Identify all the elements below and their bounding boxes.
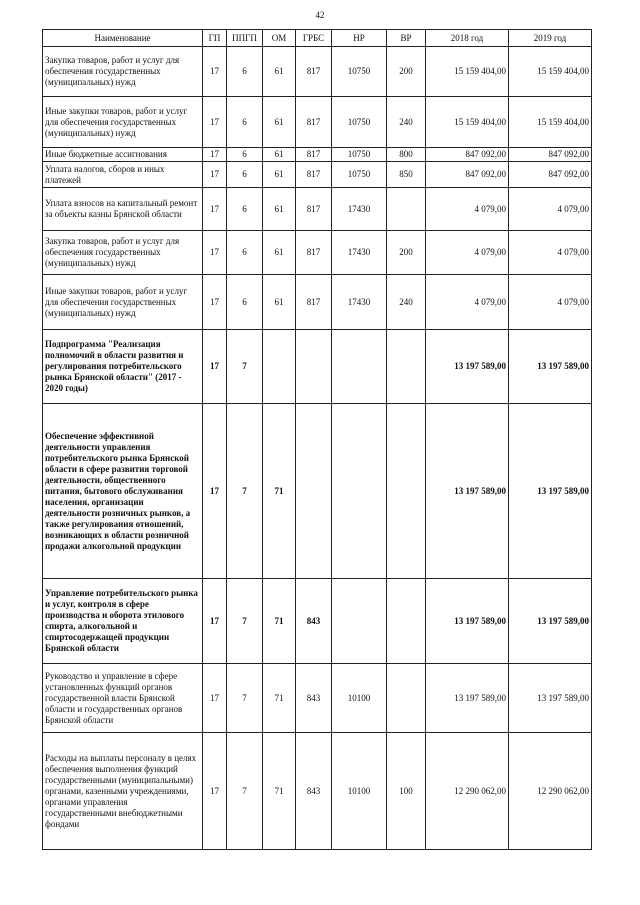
table-row [43, 231, 592, 275]
row-grbs: 817 [296, 162, 332, 188]
row-gp: 17 [203, 162, 227, 188]
row-2018: 13 197 589,00 [426, 664, 509, 733]
table-row [43, 97, 592, 148]
row-ppgp: 6 [227, 231, 263, 275]
header-grbs: ГРБС [296, 30, 332, 47]
row-name: Иные закупки товаров, работ и услуг для обеспечения государственных (муниципальных) нужд [43, 97, 203, 148]
row-grbs: 817 [296, 47, 332, 97]
row-2019: 13 197 589,00 [509, 404, 592, 579]
row-gp: 17 [203, 664, 227, 733]
row-2018: 4 079,00 [426, 231, 509, 275]
row-ppgp: 6 [227, 47, 263, 97]
row-np: 17430 [332, 275, 387, 330]
row-name: Закупка товаров, работ и услуг для обеспечения государственных (муниципальных) нужд [43, 231, 203, 275]
header-ppgp: ППГП [227, 30, 263, 47]
row-name: Закупка товаров, работ и услуг для обеспечения государственных (муниципальных) нужд [43, 47, 203, 97]
row-np [332, 330, 387, 404]
row-2018: 847 092,00 [426, 148, 509, 162]
row-grbs: 843 [296, 664, 332, 733]
row-gp: 17 [203, 579, 227, 664]
row-om: 71 [263, 733, 296, 850]
row-np: 17430 [332, 188, 387, 231]
row-gp: 17 [203, 188, 227, 231]
row-2019: 13 197 589,00 [509, 664, 592, 733]
row-om: 61 [263, 231, 296, 275]
row-vr: 240 [387, 275, 426, 330]
row-vr [387, 579, 426, 664]
row-2019: 13 197 589,00 [509, 579, 592, 664]
table-row [43, 275, 592, 330]
row-om: 61 [263, 47, 296, 97]
row-ppgp: 7 [227, 664, 263, 733]
row-ppgp: 7 [227, 404, 263, 579]
row-om: 61 [263, 275, 296, 330]
row-2018: 4 079,00 [426, 275, 509, 330]
row-gp: 17 [203, 330, 227, 404]
row-om: 61 [263, 148, 296, 162]
row-np [332, 579, 387, 664]
row-2019: 4 079,00 [509, 231, 592, 275]
row-np: 10750 [332, 162, 387, 188]
row-np: 10750 [332, 148, 387, 162]
row-grbs: 817 [296, 275, 332, 330]
row-2018: 15 159 404,00 [426, 97, 509, 148]
row-2018: 847 092,00 [426, 162, 509, 188]
row-ppgp: 6 [227, 97, 263, 148]
row-2018: 13 197 589,00 [426, 330, 509, 404]
row-grbs: 817 [296, 188, 332, 231]
row-gp: 17 [203, 47, 227, 97]
row-np [332, 404, 387, 579]
table-row [43, 733, 592, 850]
table-row [43, 162, 592, 188]
row-grbs [296, 330, 332, 404]
row-gp: 17 [203, 733, 227, 850]
row-name: Уплата налогов, сборов и иных платежей [43, 162, 203, 188]
row-om: 71 [263, 664, 296, 733]
row-ppgp: 6 [227, 275, 263, 330]
row-2018: 4 079,00 [426, 188, 509, 231]
row-2018: 12 290 062,00 [426, 733, 509, 850]
row-2019: 847 092,00 [509, 148, 592, 162]
table-row [43, 664, 592, 733]
row-name: Иные бюджетные ассигнования [43, 148, 203, 162]
row-2019: 15 159 404,00 [509, 47, 592, 97]
table-row [43, 47, 592, 97]
header-np: НР [332, 30, 387, 47]
row-grbs: 817 [296, 148, 332, 162]
row-ppgp: 7 [227, 330, 263, 404]
row-vr: 200 [387, 47, 426, 97]
row-vr: 850 [387, 162, 426, 188]
row-vr: 100 [387, 733, 426, 850]
page-number: 42 [315, 10, 325, 20]
row-grbs: 843 [296, 579, 332, 664]
row-gp: 17 [203, 97, 227, 148]
row-2018: 15 159 404,00 [426, 47, 509, 97]
row-np: 10750 [332, 97, 387, 148]
table-row [43, 188, 592, 231]
header-2018: 2018 год [426, 30, 509, 47]
row-gp: 17 [203, 148, 227, 162]
row-vr: 800 [387, 148, 426, 162]
row-name: Управление потребительского рынка и услуг, контроля в сфере производства и оборота этилового спирта, алкогольной и спиртосодержащей продукции Брянской области [43, 579, 203, 664]
row-name: Руководство и управление в сфере установленных функций органов государственной власти Брянской области и государственных органов Брянской области [43, 664, 203, 733]
row-gp: 17 [203, 231, 227, 275]
table-row [43, 148, 592, 162]
row-vr: 240 [387, 97, 426, 148]
row-om: 61 [263, 188, 296, 231]
row-np: 17430 [332, 231, 387, 275]
row-vr [387, 188, 426, 231]
row-grbs: 843 [296, 733, 332, 850]
row-name: Уплата взносов на капитальный ремонт за объекты казны Брянской области [43, 188, 203, 231]
header-gp: ГП [203, 30, 227, 47]
row-name: Подпрограмма "Реализация полномочий в области развития и регулирования потребительского рынка Брянской области" (2017 - 2020 годы) [43, 330, 203, 404]
table-row [43, 404, 592, 579]
row-om: 61 [263, 97, 296, 148]
row-om: 71 [263, 579, 296, 664]
row-2019: 13 197 589,00 [509, 330, 592, 404]
row-name: Расходы на выплаты персоналу в целях обеспечения выполнения функций государственными (муниципальными) органами, казенными учреждениями, органами управления государственными внебюджетными фондами [43, 733, 203, 850]
row-vr: 200 [387, 231, 426, 275]
row-name: Обеспечение эффективной деятельности управления потребительского рынка Брянской области в сфере развития торговой деятельности, общественного питания, бытового обслуживания населения, организации деятельности розничных рынков, а также регулирования отношений, возникающих в области розничной продажи алкогольной продукции [43, 404, 203, 579]
row-gp: 17 [203, 275, 227, 330]
row-om [263, 330, 296, 404]
header-vr: ВР [387, 30, 426, 47]
row-name: Иные закупки товаров, работ и услуг для обеспечения государственных (муниципальных) нужд [43, 275, 203, 330]
row-2019: 4 079,00 [509, 275, 592, 330]
row-om: 71 [263, 404, 296, 579]
row-ppgp: 6 [227, 162, 263, 188]
row-2018: 13 197 589,00 [426, 579, 509, 664]
row-ppgp: 7 [227, 579, 263, 664]
row-2019: 4 079,00 [509, 188, 592, 231]
row-ppgp: 7 [227, 733, 263, 850]
row-vr [387, 404, 426, 579]
row-2019: 847 092,00 [509, 162, 592, 188]
row-vr [387, 330, 426, 404]
budget-table [42, 29, 592, 850]
row-grbs: 817 [296, 231, 332, 275]
row-np: 10100 [332, 664, 387, 733]
row-2018: 13 197 589,00 [426, 404, 509, 579]
row-ppgp: 6 [227, 188, 263, 231]
row-gp: 17 [203, 404, 227, 579]
header-row [43, 30, 592, 47]
header-om: ОМ [263, 30, 296, 47]
row-np: 10100 [332, 733, 387, 850]
table-row [43, 579, 592, 664]
row-ppgp: 6 [227, 148, 263, 162]
row-2019: 12 290 062,00 [509, 733, 592, 850]
row-2019: 15 159 404,00 [509, 97, 592, 148]
row-grbs: 817 [296, 97, 332, 148]
row-om: 61 [263, 162, 296, 188]
header-2019: 2019 год [509, 30, 592, 47]
row-vr [387, 664, 426, 733]
table-row [43, 330, 592, 404]
row-np: 10750 [332, 47, 387, 97]
header-name: Наименование [43, 30, 203, 47]
row-grbs [296, 404, 332, 579]
